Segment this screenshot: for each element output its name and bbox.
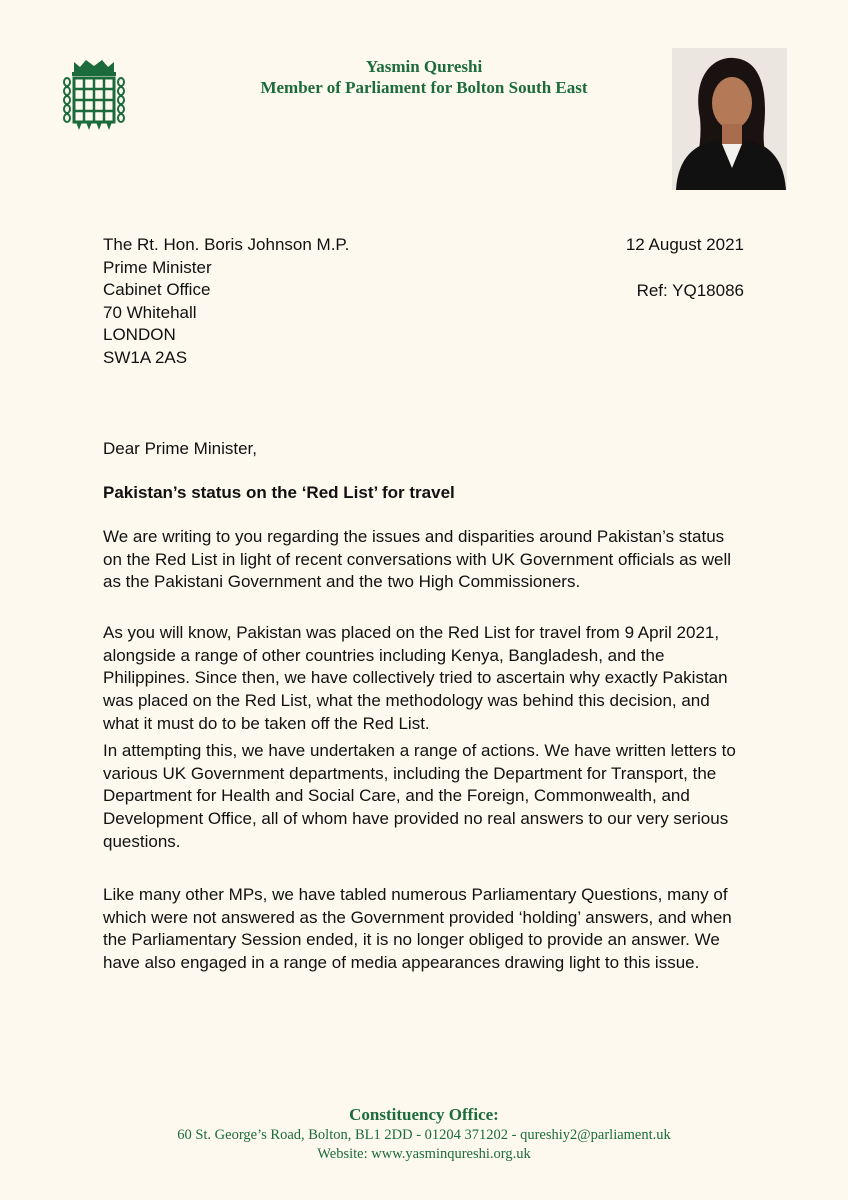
paragraph-line: alongside a range of other countries including Kenya, Bangladesh, and the (103, 645, 665, 665)
recipient-line: 70 Whitehall (103, 302, 197, 322)
mp-role: Member of Parliament for Bolton South East (260, 78, 588, 97)
letter-reference: Ref: YQ18086 (636, 281, 744, 300)
constituency-office-footer (0, 1104, 848, 1164)
paragraph (103, 622, 763, 736)
paragraph-line: Philippines. Since then, we have collectively tried to ascertain why exactly Pakistan (103, 668, 728, 688)
paragraph-line: as the Pakistani Government and the two High Commissioners. (103, 572, 581, 592)
paragraph-line: on the Red List in light of recent conversations with UK Government officials as well (103, 549, 732, 569)
mp-portrait (672, 48, 787, 190)
paragraph-line: what it must do to be taken off the Red List. (103, 713, 430, 733)
recipient-line: LONDON (103, 325, 176, 344)
letter-date: 12 August 2021 (625, 235, 744, 254)
paragraph (103, 884, 763, 975)
paragraph-line: We are writing to you regarding the issues and disparities around Pakistan’s status (103, 527, 725, 546)
paragraph-line: As you will know, Pakistan was placed on the Red List for travel from 9 April 2021, (103, 623, 720, 642)
paragraph-line: questions. (103, 831, 181, 851)
recipient-address (103, 234, 349, 369)
paragraph (103, 526, 763, 594)
paragraph-line: which were not answered as the Government provided ‘holding’ answers, and when (103, 907, 732, 927)
footer-address: 60 St. George’s Road, Bolton, BL1 2DD - 01204 371202 - qureshiy2@parliament.uk (177, 1127, 671, 1143)
paragraph-line: Development Office, all of whom have provided no real answers to our very serious (103, 809, 729, 829)
paragraph-line: the Parliamentary Session ended, it is no longer obliged to provide an answer. We (103, 930, 720, 950)
recipient-line: SW1A 2AS (103, 347, 188, 367)
recipient-line: Cabinet Office (103, 280, 211, 299)
recipient-line: The Rt. Hon. Boris Johnson M.P. (103, 235, 350, 254)
paragraph-line: Department for Health and Social Care, and the Foreign, Commonwealth, and (103, 786, 690, 806)
footer-title: Constituency Office: (349, 1105, 499, 1124)
portcullis-logo-icon (62, 58, 126, 132)
footer-website: Website: www.yasminqureshi.org.uk (317, 1146, 531, 1162)
recipient-line: Prime Minister (103, 257, 212, 277)
paragraph-line: Like many other MPs, we have tabled numerous Parliamentary Questions, many of (103, 885, 728, 904)
paragraph-line: In attempting this, we have undertaken a range of actions. We have written letters to (103, 741, 736, 760)
subject-heading: Pakistan’s status on the ‘Red List’ for travel (103, 483, 455, 502)
mp-name: Yasmin Qureshi (365, 57, 483, 76)
paragraph-line: various UK Government departments, including the Department for Transport, the (103, 763, 717, 783)
paragraph-line: have also engaged in a range of media appearances drawing light to this issue. (103, 953, 700, 973)
paragraph (103, 740, 763, 854)
salutation: Dear Prime Minister, (103, 439, 257, 458)
letterhead (200, 56, 648, 98)
paragraph-line: was placed on the Red List, what the methodology was behind this decision, and (103, 691, 710, 711)
